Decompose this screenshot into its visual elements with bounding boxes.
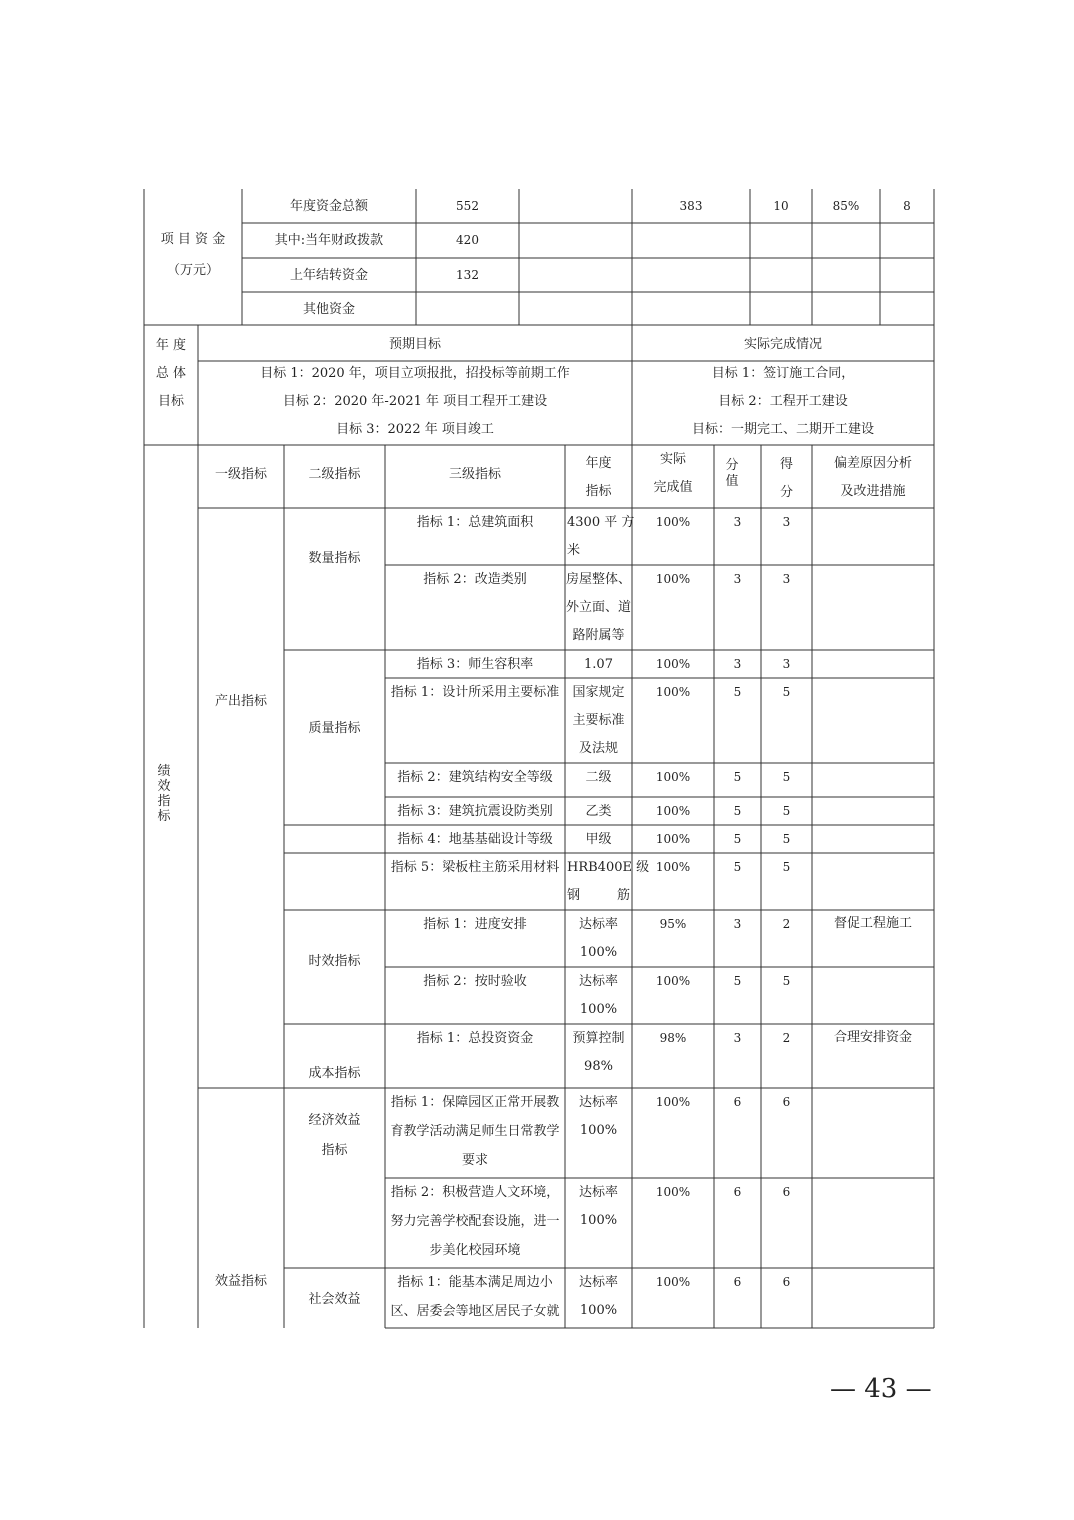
indicator-name: 步美化校园环境 — [429, 1243, 521, 1258]
expected-goal-item: 目标 2：2020 年-2021 年 项目工程开工建设 — [282, 394, 548, 409]
indicator-name: 指标 5：梁板柱主筋采用材料 — [390, 860, 560, 875]
fund-plan-value: 132 — [456, 268, 479, 282]
indicator-weight: 6 — [733, 1185, 742, 1199]
fund-plan-value: 552 — [456, 199, 479, 213]
indicator-name: 育教学活动满足师生日常教学 — [390, 1124, 560, 1139]
fund-actual-value: 383 — [679, 199, 703, 213]
indicator-name: 指标 2：改造类别 — [423, 572, 527, 587]
header-score: 分 — [779, 485, 793, 500]
indicator-name: 指标 1：进度安排 — [423, 917, 527, 932]
indicator-score: 5 — [782, 804, 791, 818]
indicator-score: 6 — [782, 1095, 791, 1109]
fund-row-label: 上年结转资金 — [289, 268, 368, 283]
header-actual: 完成值 — [653, 480, 693, 495]
indicator-actual: 98% — [659, 1031, 687, 1045]
indicator-name: 指标 1：总投资资金 — [416, 1031, 534, 1046]
indicator-target: 米 — [567, 543, 581, 558]
indicator-weight: 5 — [733, 974, 742, 988]
indicator-note: 督促工程施工 — [833, 916, 912, 931]
indicator-score: 6 — [782, 1185, 791, 1199]
indicator-target: 100% — [579, 1002, 618, 1017]
indicator-weight: 5 — [733, 832, 742, 846]
fund-score-value: 8 — [903, 199, 911, 213]
expected-goal-item: 目标 1：2020 年，项目立项报批，招投标等前期工作 — [260, 366, 570, 381]
actual-goal-item: 目标 2：工程开工建设 — [718, 394, 848, 409]
indicator-target: 路附属等 — [572, 628, 625, 643]
indicator-actual: 100% — [655, 1185, 691, 1199]
level2-economic: 经济效益 — [308, 1113, 361, 1128]
fund-row-label: 其他资金 — [302, 302, 355, 317]
indicator-target: 二级 — [585, 770, 612, 785]
indicator-score: 5 — [782, 832, 791, 846]
indicator-name: 指标 4：地基基础设计等级 — [397, 832, 553, 847]
header-weight: 值 — [725, 474, 739, 489]
funds-unit: （万元） — [166, 263, 219, 278]
indicator-weight: 3 — [733, 1031, 742, 1045]
indicator-actual: 100% — [655, 657, 691, 671]
indicator-name: 指标 1：保障园区正常开展教 — [390, 1095, 560, 1110]
indicator-target: 4300 平 方 — [567, 515, 635, 530]
indicator-target: 外立面、道 — [565, 600, 631, 615]
annual-goal-label: 年 度 — [155, 338, 187, 353]
indicator-actual: 100% — [655, 860, 691, 874]
indicator-weight: 3 — [733, 515, 742, 529]
indicator-target: 房屋整体、 — [565, 572, 631, 587]
indicator-target: 达标率 — [578, 917, 618, 932]
indicator-score: 5 — [782, 860, 791, 874]
indicator-target: 100% — [579, 1303, 618, 1318]
indicator-actual: 100% — [655, 685, 691, 699]
indicator-target: 甲级 — [585, 832, 612, 847]
expected-goal-item: 目标 3：2022 年 项目竣工 — [336, 422, 494, 437]
indicator-note: 合理安排资金 — [833, 1030, 912, 1045]
annual-goal-label: 目标 — [157, 394, 184, 409]
level1-output: 产出指标 — [214, 694, 267, 709]
indicator-target: 及法规 — [578, 741, 618, 756]
indicator-weight: 3 — [733, 917, 742, 931]
indicator-name: 指标 2：建筑结构安全等级 — [397, 770, 553, 785]
header-annual: 年度 — [585, 456, 612, 471]
indicator-score: 5 — [782, 974, 791, 988]
indicator-target: 主要标准 — [572, 713, 625, 728]
indicator-target: 达标率 — [578, 1275, 618, 1290]
indicator-actual: 100% — [655, 572, 691, 586]
indicator-score: 3 — [782, 657, 791, 671]
indicator-weight: 6 — [733, 1275, 742, 1289]
indicator-target: 预算控制 — [572, 1031, 625, 1046]
indicator-name: 指标 2：积极营造人文环境， — [390, 1185, 560, 1200]
indicator-name: 指标 1：设计所采用主要标准 — [390, 685, 560, 700]
indicator-name: 指标 2：按时验收 — [423, 974, 527, 989]
indicator-target: 100% — [579, 1123, 618, 1138]
indicator-actual: 100% — [655, 974, 691, 988]
header-score: 得 — [779, 457, 793, 472]
fund-rate-value: 85% — [832, 199, 860, 213]
level2-quality: 质量指标 — [308, 721, 361, 736]
indicator-target: 1.07 — [584, 657, 613, 672]
indicator-actual: 100% — [655, 1275, 691, 1289]
indicator-target: 100% — [579, 945, 618, 960]
indicator-actual: 95% — [659, 917, 687, 931]
indicator-score: 5 — [782, 770, 791, 784]
annual-goal-label: 总 体 — [155, 366, 187, 381]
indicator-name: 指标 3：建筑抗震设防类别 — [397, 804, 553, 819]
indicator-name: 区、居委会等地区居民子女就 — [390, 1304, 560, 1319]
indicator-name: 要求 — [461, 1153, 488, 1168]
indicator-target: 乙类 — [585, 804, 612, 819]
fund-plan-value: 420 — [456, 233, 479, 247]
indicator-name: 指标 1：总建筑面积 — [416, 515, 534, 530]
indicator-actual: 100% — [655, 832, 691, 846]
indicator-target: 98% — [584, 1059, 613, 1074]
indicator-actual: 100% — [655, 515, 691, 529]
level2-economic: 指标 — [321, 1143, 348, 1158]
indicator-target: 达标率 — [578, 1185, 618, 1200]
indicator-weight: 3 — [733, 657, 742, 671]
indicator-name: 努力完善学校配套设施，进一 — [390, 1214, 560, 1229]
header-deviation: 偏差原因分析 — [833, 456, 912, 471]
header-level2: 二级指标 — [308, 467, 361, 482]
indicator-weight: 5 — [733, 804, 742, 818]
actual-goal-item: 目标 1：签订施工合同， — [711, 366, 855, 381]
expected-goal-header: 预期目标 — [388, 337, 441, 352]
indicator-weight: 3 — [733, 572, 742, 586]
header-annual: 指标 — [585, 484, 612, 499]
actual-goal-item: 目标：一期完工、二期开工建设 — [691, 422, 874, 437]
indicator-score: 3 — [782, 572, 791, 586]
actual-goal-header: 实际完成情况 — [743, 337, 822, 352]
header-level1: 一级指标 — [214, 467, 267, 482]
indicator-target: HRB400E 级 — [567, 860, 650, 875]
funds-label: 项 目 资 金 — [160, 232, 226, 247]
indicator-score: 3 — [782, 515, 791, 529]
indicator-weight: 6 — [733, 1095, 742, 1109]
indicator-actual: 100% — [655, 770, 691, 784]
level1-benefit: 效益指标 — [214, 1274, 267, 1289]
header-deviation: 及改进措施 — [840, 484, 906, 499]
level2-social: 社会效益 — [308, 1292, 361, 1307]
indicator-name: 指标 3：师生容积率 — [416, 657, 534, 672]
indicator-target: 国家规定 — [572, 685, 625, 700]
level2-quantity: 数量指标 — [308, 551, 361, 566]
fund-row-label: 其中:当年财政拨款 — [274, 233, 384, 248]
fund-weight-value: 10 — [773, 199, 789, 213]
indicator-score: 5 — [782, 685, 791, 699]
indicator-target: 钢筋 — [567, 888, 630, 903]
indicator-score: 2 — [782, 917, 791, 931]
indicator-score: 6 — [782, 1275, 791, 1289]
indicator-actual: 100% — [655, 804, 691, 818]
fund-row-label: 年度资金总额 — [289, 199, 368, 214]
indicator-name: 指标 1：能基本满足周边小 — [397, 1275, 553, 1290]
indicator-score: 2 — [782, 1031, 791, 1045]
header-level3: 三级指标 — [448, 467, 501, 482]
indicator-weight: 5 — [733, 770, 742, 784]
perf-side-label: 绩效指标 — [157, 764, 171, 824]
indicator-actual: 100% — [655, 1095, 691, 1109]
indicator-weight: 5 — [733, 860, 742, 874]
header-actual: 实际 — [659, 452, 686, 467]
indicator-target: 100% — [579, 1213, 618, 1228]
indicator-target: 达标率 — [578, 974, 618, 989]
header-weight: 分 — [725, 458, 739, 473]
page-number: — 43 — — [830, 1374, 932, 1404]
level2-timeliness: 时效指标 — [308, 954, 361, 969]
indicator-weight: 5 — [733, 685, 742, 699]
level2-cost: 成本指标 — [308, 1066, 361, 1081]
indicator-target: 达标率 — [578, 1095, 618, 1110]
